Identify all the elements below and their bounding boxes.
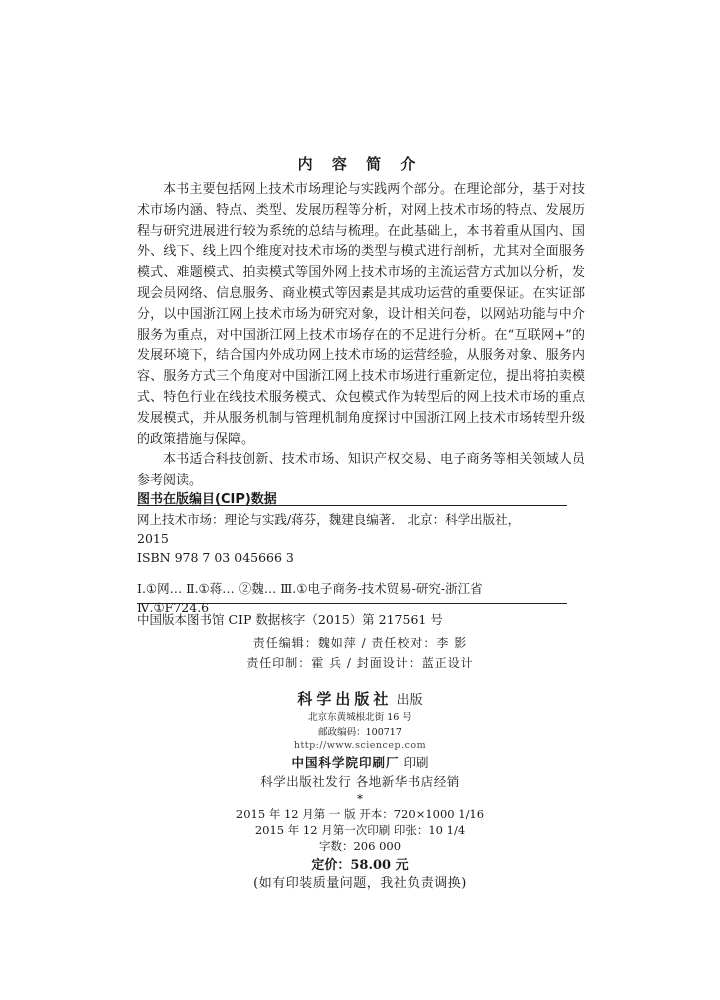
cip-classification-code: Ⅳ.①F724.6 xyxy=(137,600,210,615)
publisher-url: http://www.sciencep.com xyxy=(293,740,427,751)
publisher-suffix: 出版 xyxy=(396,693,423,708)
synopsis-body xyxy=(137,180,585,492)
cip-isbn: ISBN 978 7 03 045666 3 xyxy=(137,550,294,565)
synopsis-paragraph: 本书主要包括网上技术市场理论与实践两个部分。在理论部分，基于对技术市场内涵、特点、类型、发展历程等分析，对网上技术市场的特点、发展历程与研究进展进行较为系统的总结与梳理。在此基础上，本书着重从国内、国外、线下、线上四个维度对技术市场的类型与模式进行剖析，尤其对全面服务模式、难题模式、拍卖模式等国外网上技术市场的主流运营方式加以分析，发现会员网络、信息服务、商业模式等因素是其成功运营的重要保证。在实证部分，以中国浙江网上技术市场为研究对象，设计相关问卷，以网站功能与中介服务为重点，对中国浙江网上技术市场存在的不足进行分析。在“互联网+”的发展环境下，结合国内外成功网上技术市场的运营经验，从服务对象、服务内容、服务方式三个角度对中国浙江网上技术市场进行重新定位，提出将拍卖模式、特色行业在线技术服务模式、众包模式作为转型后的网上技术市场的重点发展模式，并从服务机制与管理机制角度探讨中国浙江网上技术市场转型升级的政策措施与保障。 xyxy=(137,182,585,447)
cip-classification: Ⅰ.①网… Ⅱ.①蒋… ②魏… Ⅲ.①电子商务-技术贸易-研究-浙江省 xyxy=(137,581,483,596)
cip-check-number: 中国版本图书馆 CIP 数据核字（2015）第 217561 号 xyxy=(137,612,443,627)
price: 定价：58.00 元 xyxy=(311,858,409,873)
quality-notice: (如有印装质量问题，我社负责调换) xyxy=(253,876,467,891)
publisher-line xyxy=(0,688,720,709)
edition-line: 2015 年 12 月第 一 版 开本：720×1000 1/16 xyxy=(235,807,485,821)
printer-name: 中国科学院印刷厂 xyxy=(291,755,400,770)
distribution-line: 科学出版社发行 各地新华书店经销 xyxy=(260,774,460,789)
separator-star: * xyxy=(357,792,363,806)
cip-year-line: 2015 xyxy=(137,531,169,546)
publisher-postcode: 邮政编码：100717 xyxy=(318,727,402,738)
cip-record xyxy=(137,510,567,617)
printing-line: 2015 年 12 月第一次印刷 印张：10 1/4 xyxy=(254,823,466,837)
production-credits: 责任印制：霍 兵 / 封面设计：蓝正设计 xyxy=(246,656,474,670)
synopsis-paragraph: 本书适合科技创新、技术市场、知识产权交易、电子商务等相关领域人员参考阅读。 xyxy=(137,452,585,489)
cip-title-line: 网上技术市场：理论与实践/蒋芬，魏建良编著． 北京：科学出版社， xyxy=(137,512,521,527)
cip-heading: 图书在版编目(CIP)数据 xyxy=(137,492,277,507)
printer-line xyxy=(0,753,720,771)
synopsis-title: 内 容 简 介 xyxy=(297,155,423,173)
publisher-address: 北京东黄城根北街 16 号 xyxy=(308,712,412,723)
printer-suffix: 印刷 xyxy=(403,755,429,770)
spacer xyxy=(137,567,567,579)
divider-line xyxy=(137,505,567,506)
editor-credits: 责任编辑：魏如萍 / 责任校对：李 影 xyxy=(252,636,468,650)
publisher-logo: 科学出版社 xyxy=(297,690,393,708)
word-count: 字数：206 000 xyxy=(318,839,402,853)
divider-line xyxy=(137,603,567,604)
